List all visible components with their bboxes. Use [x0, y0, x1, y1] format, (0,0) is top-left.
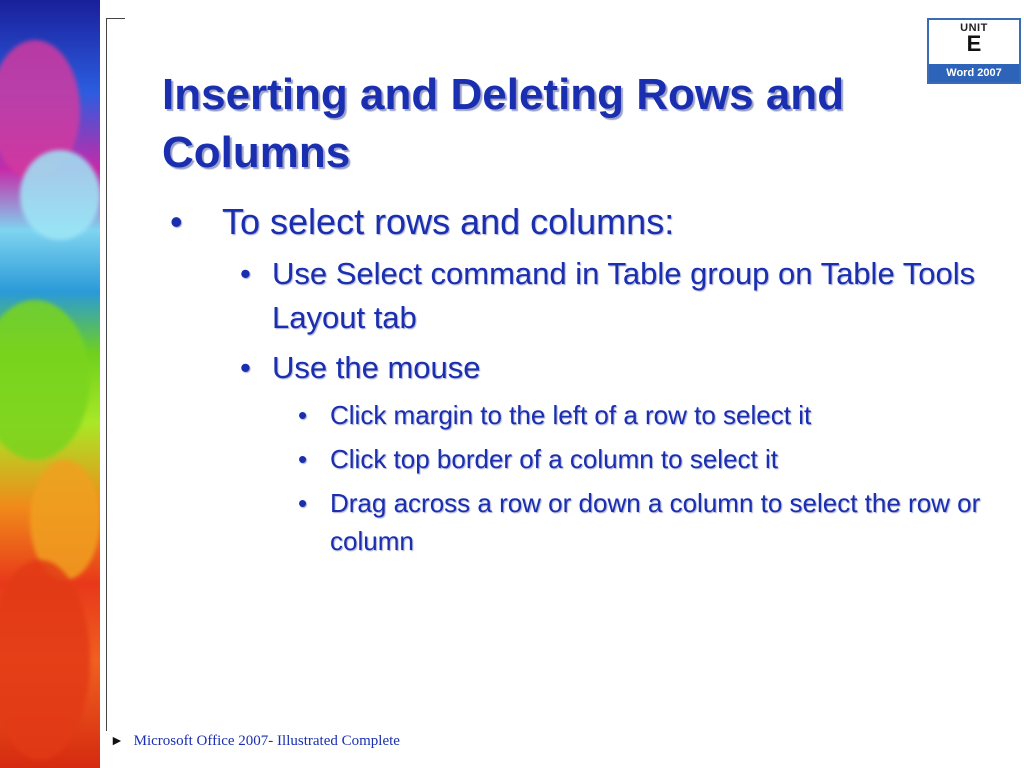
- triangle-right-icon: ►: [110, 734, 124, 749]
- bullet-dot: •: [298, 400, 308, 430]
- bullet-level2: [170, 346, 1000, 390]
- bullet-text: Use the mouse: [272, 350, 481, 385]
- slide-bracket-line: [106, 18, 125, 731]
- slide-title: Inserting and Deleting Rows and Columns: [162, 70, 845, 177]
- bullet-text: Drag across a row or down a column to select the row or column: [330, 488, 981, 556]
- footer-text: Microsoft Office 2007- Illustrated Complete: [133, 733, 400, 749]
- bullet-text: Use Select command in Table group on Table Tools Layout tab: [272, 256, 976, 335]
- bullet-dot: •: [240, 350, 251, 385]
- slide-footer: [110, 733, 400, 750]
- bullet-level2: [170, 252, 1000, 340]
- bullet-level1: [170, 198, 1000, 246]
- decorative-painting-strip: [0, 0, 100, 768]
- bullet-text: Click top border of a column to select it: [330, 444, 778, 474]
- bullet-level3: [170, 440, 1000, 478]
- unit-badge: [927, 18, 1021, 84]
- bullet-dot: •: [170, 201, 183, 242]
- bullet-dot: •: [298, 488, 308, 518]
- bullet-text: Click margin to the left of a row to select it: [330, 400, 812, 430]
- product-label: Word 2007: [929, 64, 1019, 82]
- bullet-dot: •: [240, 256, 251, 291]
- unit-label: UNIT: [960, 22, 988, 34]
- bullet-text: To select rows and columns:: [222, 201, 675, 242]
- bullet-dot: •: [298, 444, 308, 474]
- bullet-list: [170, 198, 1000, 560]
- bullet-level3: [170, 396, 1000, 434]
- bullet-level3: [170, 484, 1000, 560]
- unit-letter: E: [966, 31, 982, 56]
